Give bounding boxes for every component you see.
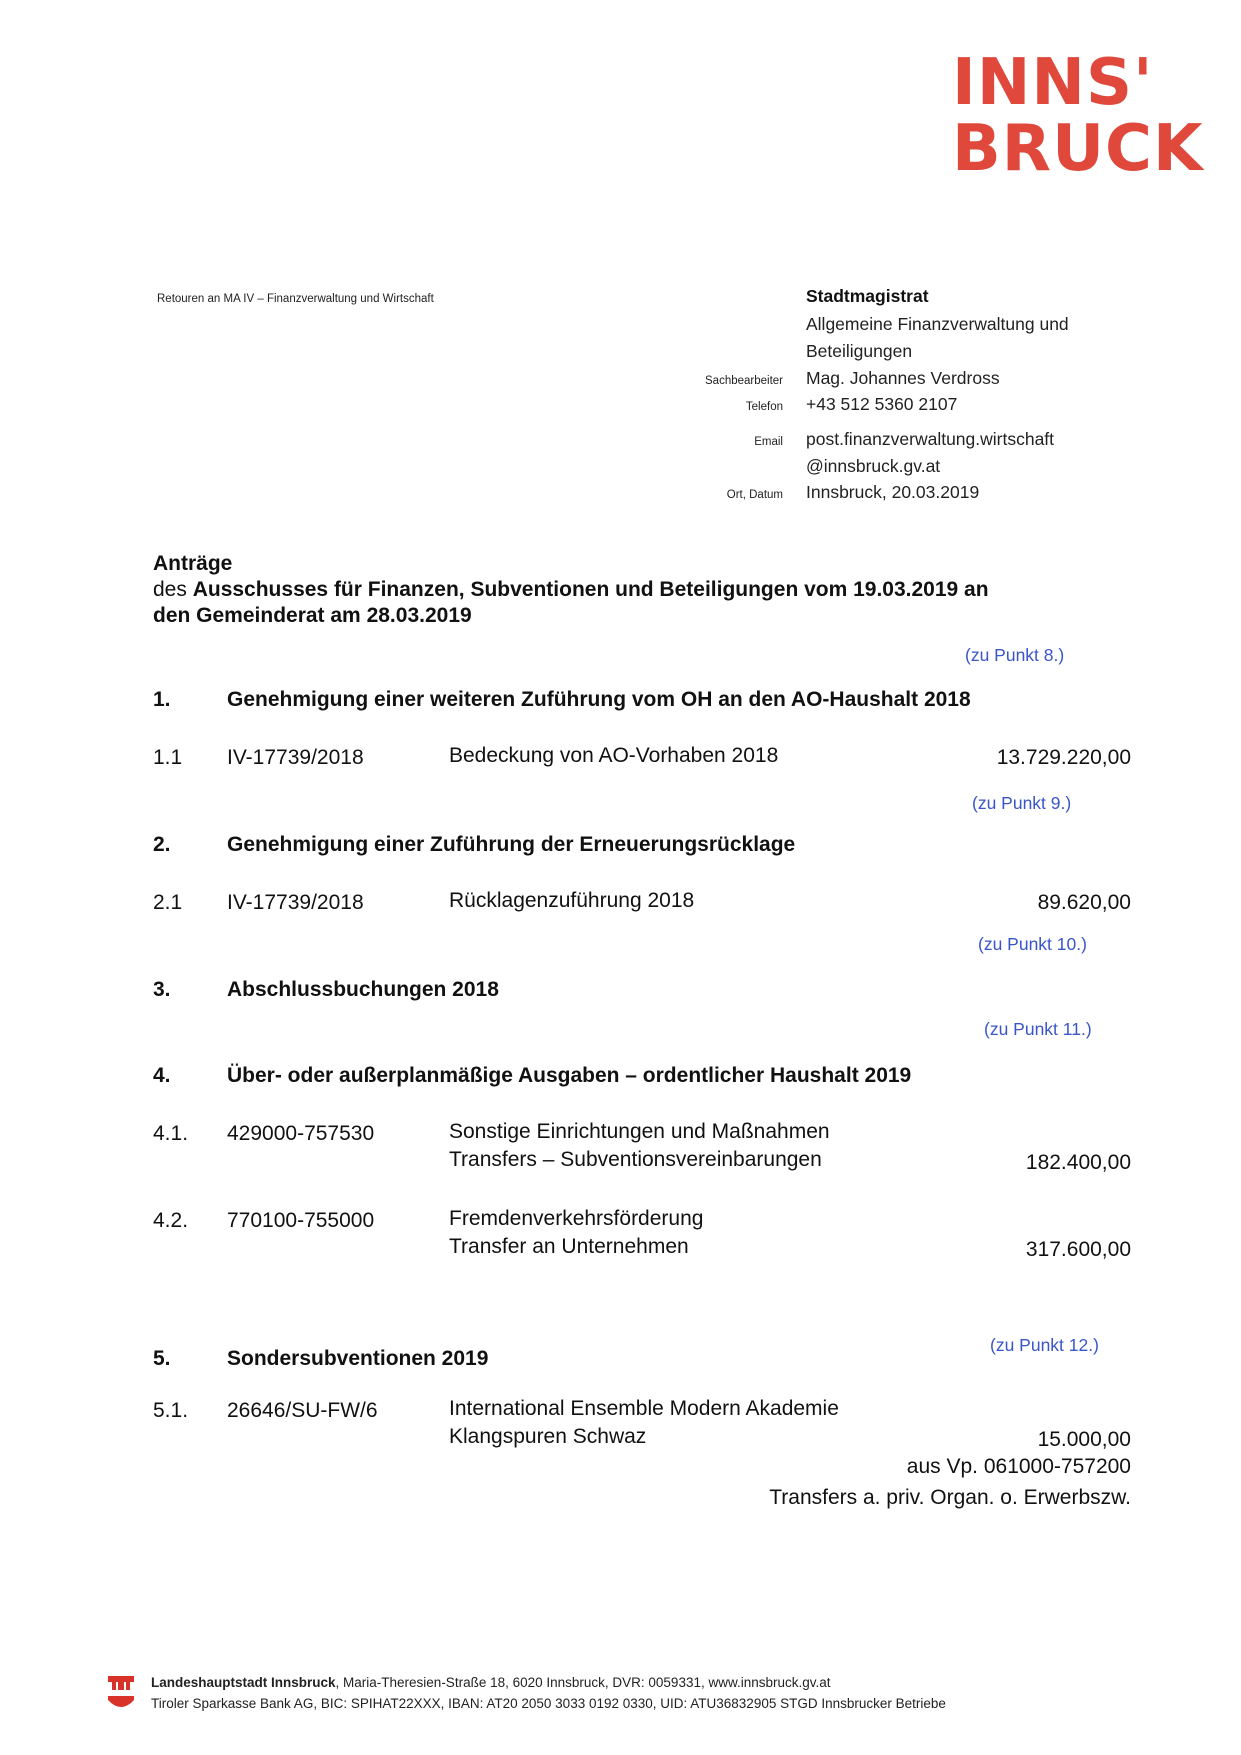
section-number: 1. — [153, 688, 171, 711]
logo-line-1: INNS' — [952, 46, 1154, 120]
clerk-label: Sachbearbeiter — [705, 375, 783, 387]
date-label: Ort, Datum — [726, 489, 783, 501]
section-title: Genehmigung einer Zuführung der Erneuerungsrücklage — [227, 833, 796, 856]
item-code: IV-17739/2018 — [227, 891, 364, 914]
item-description-line-1: Sonstige Einrichtungen und Maßnahmen — [449, 1120, 830, 1143]
item-description — [449, 1205, 703, 1261]
budget-position: aus Vp. 061000-757200 — [906, 1455, 1131, 1478]
logo-line-2: BRUCK — [952, 112, 1204, 186]
heading-line-1: Anträge — [153, 552, 233, 575]
heading-line-3: den Gemeinderat am 28.03.2019 — [153, 604, 472, 627]
sender-dept-line-2: Beteiligungen — [806, 341, 913, 361]
item-amount: 89.620,00 — [1037, 891, 1131, 914]
section-ref: (zu Punkt 8.) — [965, 645, 1065, 665]
item-code: 770100-755000 — [227, 1209, 375, 1232]
document-heading — [153, 551, 989, 629]
phone-label: Telefon — [745, 401, 783, 413]
footer-bank-details: Tiroler Sparkasse Bank AG, BIC: SPIHAT22XXX, IBAN: AT20 2050 3033 0192 0330, UID: ATU36832905 STGD Innsbrucker Betriebe — [151, 1696, 946, 1711]
city-coat-of-arms-icon — [106, 1674, 136, 1712]
section-number: 3. — [153, 978, 171, 1001]
item-code: 429000-757530 — [227, 1122, 375, 1145]
section-ref: (zu Punkt 12.) — [990, 1335, 1099, 1355]
footer-city-name: Landeshauptstadt Innsbruck — [151, 1675, 336, 1690]
item-description: Rücklagenzuführung 2018 — [449, 889, 695, 912]
item-amount: 182.400,00 — [1025, 1151, 1131, 1174]
heading-line-2: Ausschusses für Finanzen, Subventionen und Beteiligungen vom 19.03.2019 an — [192, 578, 989, 601]
item-description — [449, 1395, 839, 1451]
heading-line-2-prefix: des — [153, 578, 193, 601]
item-number: 4.2. — [153, 1209, 189, 1232]
section-title: Abschlussbuchungen 2018 — [227, 978, 499, 1001]
section-ref: (zu Punkt 10.) — [978, 934, 1087, 954]
item-number: 5.1. — [153, 1399, 189, 1422]
item-number: 4.1. — [153, 1122, 189, 1145]
item-description-line-2: Transfers – Subventionsvereinbarungen — [449, 1148, 822, 1171]
section-title: Genehmigung einer weiteren Zuführung vom OH an den AO-Haushalt 2018 — [227, 688, 971, 711]
footer — [151, 1672, 946, 1714]
section-title: Über- oder außerplanmäßige Ausgaben – ordentlicher Haushalt 2019 — [227, 1064, 912, 1087]
item-amount: 13.729.220,00 — [996, 746, 1131, 769]
item-description: Bedeckung von AO-Vorhaben 2018 — [449, 744, 779, 767]
item-description-line-1: Fremdenverkehrsförderung — [449, 1207, 704, 1230]
item-description — [449, 1118, 830, 1174]
email-line-1: post.finanzverwaltung.wirtschaft — [806, 429, 1055, 449]
section-title: Sondersubventionen 2019 — [227, 1347, 489, 1370]
sender-title: Stadtmagistrat — [806, 286, 929, 306]
section-ref: (zu Punkt 11.) — [984, 1019, 1092, 1039]
place-date: Innsbruck, 20.03.2019 — [806, 482, 980, 502]
item-number: 1.1 — [153, 746, 183, 769]
section-number: 2. — [153, 833, 171, 856]
clerk-name: Mag. Johannes Verdross — [806, 368, 1000, 388]
email-line-2: @innsbruck.gv.at — [806, 456, 941, 476]
sender-dept-line-1: Allgemeine Finanzverwaltung und — [806, 314, 1069, 334]
section-ref: (zu Punkt 9.) — [972, 793, 1072, 813]
item-description-line-2: Transfer an Unternehmen — [449, 1235, 689, 1258]
item-code: 26646/SU-FW/6 — [227, 1399, 378, 1422]
item-code: IV-17739/2018 — [227, 746, 364, 769]
section-number: 4. — [153, 1064, 171, 1087]
innsbruck-logo — [952, 46, 1204, 186]
footer-address: , Maria-Theresien-Straße 18, 6020 Innsbruck, DVR: 0059331, www.innsbruck.gv.at — [335, 1675, 831, 1690]
item-number: 2.1 — [153, 891, 183, 914]
section-number: 5. — [153, 1347, 171, 1370]
item-description-line-2: Klangspuren Schwaz — [449, 1425, 647, 1448]
item-amount: 317.600,00 — [1025, 1238, 1131, 1261]
budget-category: Transfers a. priv. Organ. o. Erwerbszw. — [769, 1486, 1131, 1509]
return-address: Retouren an MA IV – Finanzverwaltung und Wirtschaft — [157, 293, 434, 305]
email-label: Email — [754, 436, 783, 448]
phone-number: +43 512 5360 2107 — [806, 394, 958, 414]
item-amount: 15.000,00 — [1037, 1428, 1131, 1451]
item-description-line-1: International Ensemble Modern Akademie — [449, 1397, 839, 1420]
